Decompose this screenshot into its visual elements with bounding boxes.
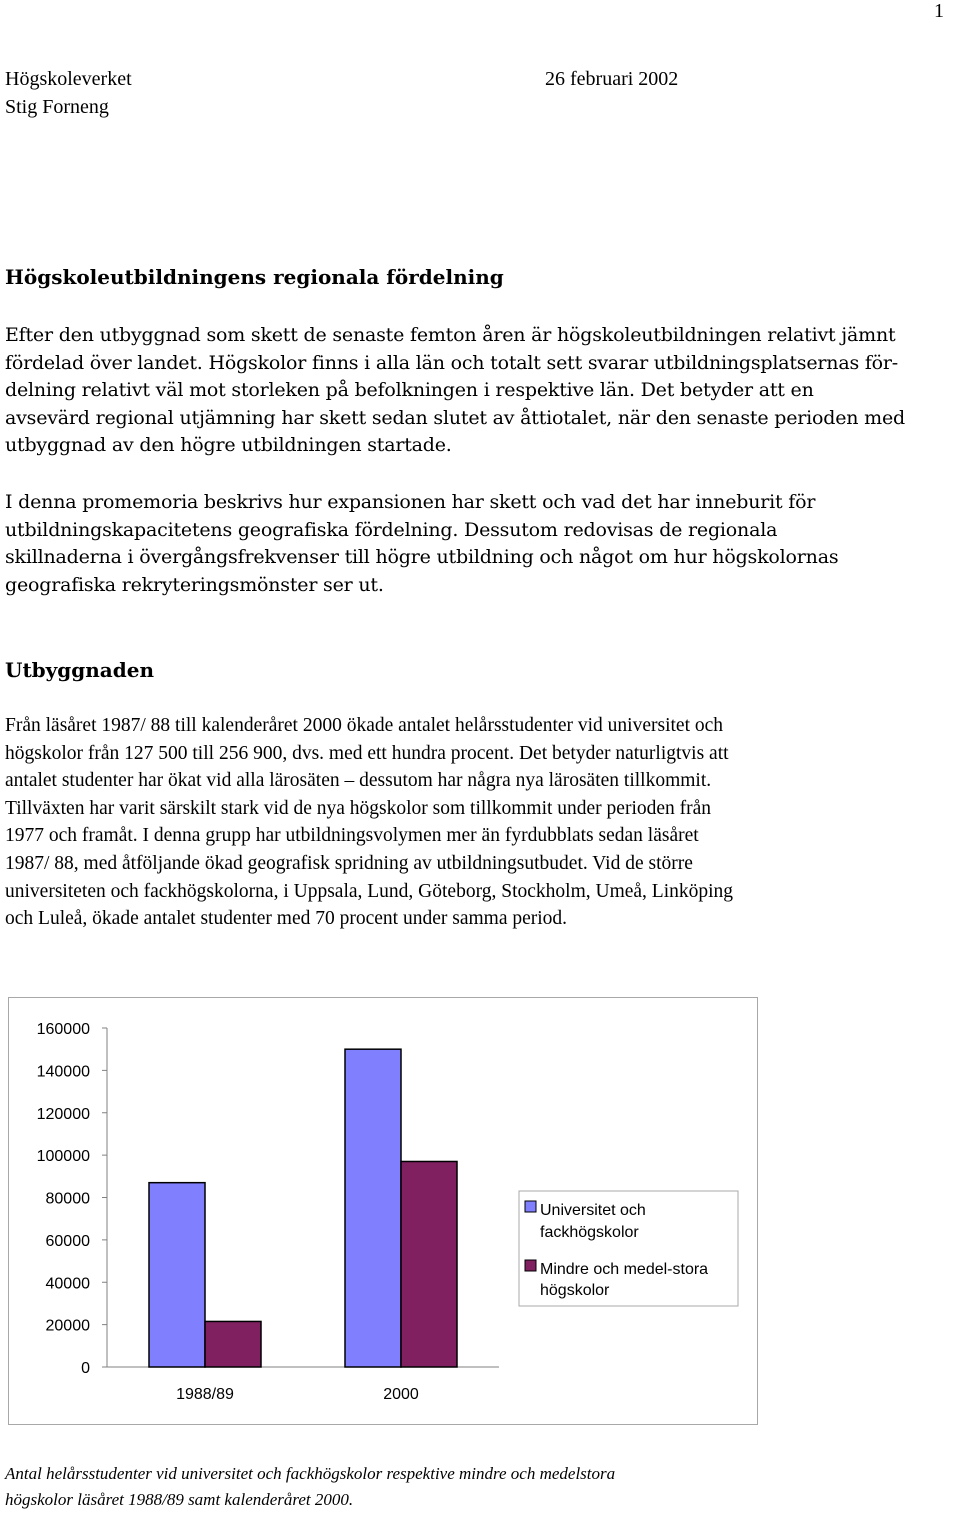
bar — [401, 1161, 457, 1367]
bar-chart — [9, 998, 757, 1424]
intro-paragraph — [5, 322, 957, 460]
legend-label-universitet-line1: Universitet och — [540, 1202, 646, 1219]
legend-label-mindre-line1: Mindre och medel-stora — [540, 1261, 709, 1278]
text-line: antalet studenter har ökat vid alla lärosäten – dessutom har några nya lärosäten tillkommit. — [5, 770, 712, 792]
section-paragraph — [5, 712, 957, 933]
x-tick-label: 1988/89 — [176, 1386, 234, 1403]
y-tick-label: 60000 — [45, 1232, 90, 1250]
text-line: utbyggnad av den högre utbildningen startade. — [5, 434, 452, 457]
chart-frame — [8, 997, 758, 1425]
text-line: universiteten och fackhögskolorna, i Uppsala, Lund, Göteborg, Stockholm, Umeå, Linköping — [5, 880, 734, 902]
x-tick-label: 2000 — [383, 1386, 419, 1403]
y-tick-label: 140000 — [36, 1063, 90, 1081]
text-line: geografiska rekryteringsmönster ser ut. — [5, 573, 384, 596]
figure-caption — [5, 1461, 615, 1513]
text-line: högskolor från 127 500 till 256 900, dvs. med ett hundra procent. Det betyder naturligtvis att — [5, 742, 729, 764]
legend-label-mindre-line2: högskolor — [540, 1282, 610, 1299]
text-line: delning relativt väl mot storleken på befolkningen i respektive län. Det betyder att en — [5, 379, 814, 402]
text-line: Tillväxten har varit särskilt stark vid de nya högskolor som tillkommit under perioden från — [5, 797, 712, 819]
bar — [149, 1183, 205, 1367]
text-line: 1987/ 88, med åtföljande ökad geografisk spridning av utbildningsutbudet. Vid de större — [5, 852, 693, 874]
y-tick-label: 100000 — [36, 1148, 90, 1166]
y-tick-label: 80000 — [45, 1190, 90, 1208]
organization-name: Högskoleverket — [5, 68, 132, 90]
text-line: fördelad över landet. Högskolor finns i alla län och totalt sett svarar utbildningsplatsernas för- — [5, 351, 899, 374]
bars — [149, 1049, 457, 1367]
legend — [519, 1191, 738, 1306]
y-tick-label: 40000 — [45, 1275, 90, 1293]
text-line: och Luleå, ökade antalet studenter med 70 procent under samma period. — [5, 908, 568, 930]
text-line: utbildningskapacitetens geografiska fördelning. Dessutom redovisas de regionala — [5, 518, 778, 541]
text-line: Efter den utbyggnad som skett de senaste femton åren är högskoleutbildningen relativt jämnt — [5, 324, 896, 346]
legend-label-universitet-line2: fackhögskolor — [540, 1224, 639, 1241]
y-tick-label: 20000 — [45, 1317, 90, 1335]
purpose-paragraph — [5, 489, 957, 599]
caption-line: högskolor läsåret 1988/89 samt kalenderåret 2000. — [5, 1490, 354, 1509]
text-line: 1977 och framåt. I denna grupp har utbildningsvolymen mer än fyrdubblats sedan läsåret — [5, 825, 699, 847]
y-tick-label: 0 — [81, 1360, 90, 1377]
y-tick-label: 120000 — [36, 1105, 90, 1123]
text-line: skillnaderna i övergångsfrekvenser till högre utbildning och något om hur högskolornas — [5, 546, 839, 569]
author-name: Stig Forneng — [5, 96, 109, 118]
legend-swatch-mindre — [525, 1260, 536, 1271]
legend-swatch-universitet — [525, 1201, 536, 1212]
y-tick-label: 160000 — [36, 1021, 90, 1038]
text-line: I denna promemoria beskrivs hur expansionen har skett och vad det har inneburit för — [5, 491, 816, 513]
text-line: Från läsåret 1987/ 88 till kalenderåret 2000 ökade antalet helårsstudenter vid universitet och — [5, 715, 724, 736]
x-axis-labels — [176, 1386, 419, 1403]
bar — [205, 1321, 261, 1367]
page-number: 1 — [934, 0, 944, 22]
caption-line: Antal helårsstudenter vid universitet och fackhögskolor respektive mindre och medelstora — [5, 1464, 616, 1483]
document-date: 26 februari 2002 — [545, 68, 679, 90]
text-line: avsevärd regional utjämning har skett sedan slutet av åttiotalet, när den senaste perioden med — [5, 406, 905, 429]
bar — [345, 1049, 401, 1367]
section-heading: Utbyggnaden — [5, 658, 155, 682]
document-title: Högskoleutbildningens regionala fördelning — [5, 265, 504, 289]
